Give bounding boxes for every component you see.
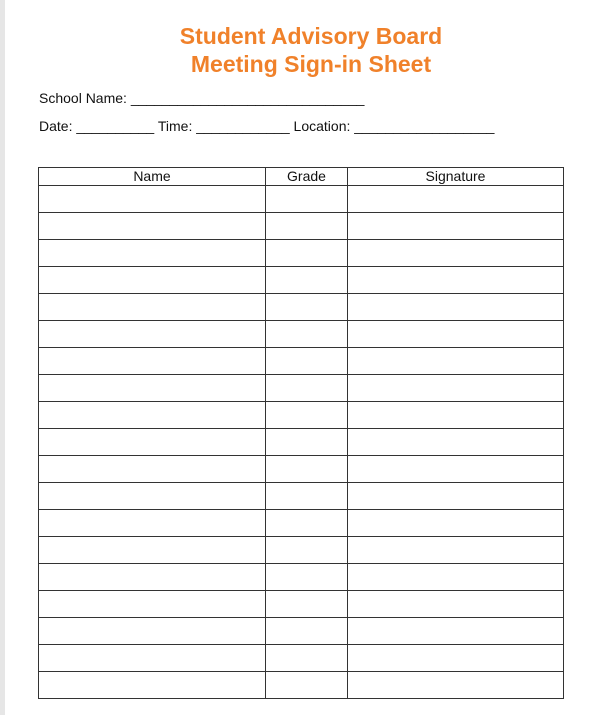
- document-title: [0, 22, 600, 78]
- name-cell[interactable]: [39, 348, 266, 375]
- table-row: [39, 294, 564, 321]
- grade-cell[interactable]: [266, 645, 348, 672]
- school-name-field: School Name: ______________________________: [39, 90, 365, 106]
- signature-cell[interactable]: [348, 672, 564, 699]
- name-cell[interactable]: [39, 618, 266, 645]
- name-cell[interactable]: [39, 294, 266, 321]
- grade-cell[interactable]: [266, 510, 348, 537]
- column-header-signature: Signature: [348, 168, 564, 186]
- grade-cell[interactable]: [266, 321, 348, 348]
- signature-cell[interactable]: [348, 510, 564, 537]
- grade-cell[interactable]: [266, 456, 348, 483]
- table-header-row: [39, 168, 564, 186]
- table-row: [39, 213, 564, 240]
- name-cell[interactable]: [39, 456, 266, 483]
- grade-cell[interactable]: [266, 483, 348, 510]
- name-cell[interactable]: [39, 402, 266, 429]
- table-row: [39, 240, 564, 267]
- signature-cell[interactable]: [348, 456, 564, 483]
- grade-cell[interactable]: [266, 591, 348, 618]
- grade-cell[interactable]: [266, 348, 348, 375]
- signature-cell[interactable]: [348, 213, 564, 240]
- table-row: [39, 510, 564, 537]
- sign-in-table: [38, 167, 564, 699]
- table-row: [39, 186, 564, 213]
- signature-cell[interactable]: [348, 537, 564, 564]
- table-row: [39, 402, 564, 429]
- signature-cell[interactable]: [348, 267, 564, 294]
- signature-cell[interactable]: [348, 483, 564, 510]
- signature-cell[interactable]: [348, 375, 564, 402]
- table-row: [39, 348, 564, 375]
- grade-cell[interactable]: [266, 294, 348, 321]
- signature-cell[interactable]: [348, 645, 564, 672]
- table-body: [39, 186, 564, 699]
- table-row: [39, 321, 564, 348]
- name-cell[interactable]: [39, 429, 266, 456]
- name-cell[interactable]: [39, 240, 266, 267]
- page-edge-shadow: [0, 0, 5, 715]
- table-row: [39, 564, 564, 591]
- name-cell[interactable]: [39, 645, 266, 672]
- signature-cell[interactable]: [348, 294, 564, 321]
- grade-cell[interactable]: [266, 213, 348, 240]
- grade-cell[interactable]: [266, 186, 348, 213]
- grade-cell[interactable]: [266, 240, 348, 267]
- table-row: [39, 645, 564, 672]
- column-header-grade: Grade: [266, 168, 348, 186]
- signature-cell[interactable]: [348, 564, 564, 591]
- grade-cell[interactable]: [266, 375, 348, 402]
- table-row: [39, 591, 564, 618]
- table-row: [39, 483, 564, 510]
- title-line-1: Student Advisory Board: [179, 23, 443, 49]
- date-time-location-field: Date: __________ Time: ____________ Location: __________________: [39, 118, 495, 134]
- table-row: [39, 429, 564, 456]
- signature-cell[interactable]: [348, 321, 564, 348]
- name-cell[interactable]: [39, 213, 266, 240]
- signature-cell[interactable]: [348, 402, 564, 429]
- grade-cell[interactable]: [266, 537, 348, 564]
- table-row: [39, 267, 564, 294]
- name-cell[interactable]: [39, 672, 266, 699]
- grade-cell[interactable]: [266, 672, 348, 699]
- signature-cell[interactable]: [348, 240, 564, 267]
- name-cell[interactable]: [39, 483, 266, 510]
- signature-cell[interactable]: [348, 591, 564, 618]
- column-header-name: Name: [39, 168, 266, 186]
- grade-cell[interactable]: [266, 267, 348, 294]
- name-cell[interactable]: [39, 321, 266, 348]
- name-cell[interactable]: [39, 375, 266, 402]
- signature-cell[interactable]: [348, 429, 564, 456]
- table-row: [39, 456, 564, 483]
- table-row: [39, 618, 564, 645]
- grade-cell[interactable]: [266, 564, 348, 591]
- name-cell[interactable]: [39, 267, 266, 294]
- signature-cell[interactable]: [348, 618, 564, 645]
- grade-cell[interactable]: [266, 402, 348, 429]
- table-row: [39, 672, 564, 699]
- table-row: [39, 537, 564, 564]
- name-cell[interactable]: [39, 564, 266, 591]
- name-cell[interactable]: [39, 537, 266, 564]
- name-cell[interactable]: [39, 591, 266, 618]
- grade-cell[interactable]: [266, 618, 348, 645]
- title-line-2: Meeting Sign-in Sheet: [190, 51, 432, 77]
- signature-cell[interactable]: [348, 186, 564, 213]
- signature-cell[interactable]: [348, 348, 564, 375]
- name-cell[interactable]: [39, 510, 266, 537]
- table-row: [39, 375, 564, 402]
- grade-cell[interactable]: [266, 429, 348, 456]
- name-cell[interactable]: [39, 186, 266, 213]
